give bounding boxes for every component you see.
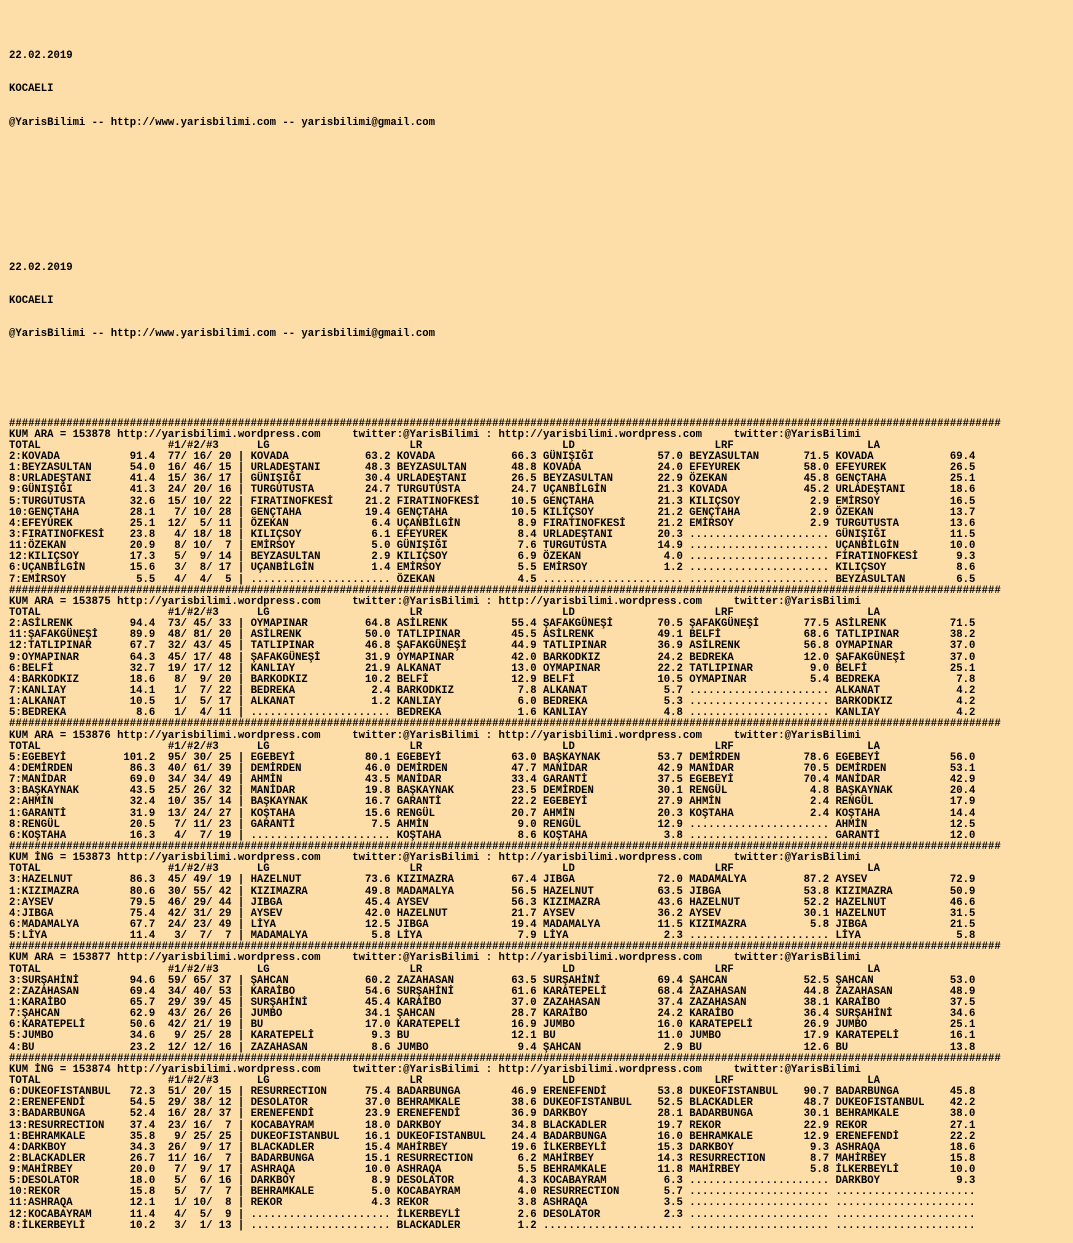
race-row: 2:ZAZAHASAN 69.4 34/ 40/ 53 | KARAİBO 54.6 SURŞAHİNİ 61.6 KARATEPELİ 68.4 ZAZAHASAN 44.8 ZAZAHASAN 48.9 — [9, 985, 976, 998]
race-row: 11:ŞAFAKGÜNEŞİ 89.9 48/ 81/ 20 | ASİLRENK 50.0 TATLIPINAR 45.5 ASİLRENK 49.1 BELFİ 68.6 TATLIPINAR 38.2 — [9, 629, 976, 642]
header-block-1 — [9, 28, 1001, 151]
separator-line: ############################################################################################################################################################ — [9, 718, 1001, 731]
race-row: 4:EFEYUREK 25.1 12/ 5/ 11 | ÖZEKAN 6.4 UÇANBİLGİN 8.9 FIRATINOFKESİ 21.2 EMİRSOY 2.9 TURGUTUSTA 13.6 — [9, 517, 976, 530]
race-row: 6:MADAMALYA 67.7 24/ 23/ 49 | LİYA 12.5 JIBGA 19.4 MADAMALYA 11.5 KIZIMAZRA 5.8 JIBGA 21.5 — [9, 918, 976, 931]
race-row: 3:SURŞAHİNİ 94.6 59/ 65/ 37 | ŞAHCAN 60.2 ZAZAHASAN 63.5 SURŞAHİNİ 69.4 ŞAHCAN 52.5 ŞAHCAN 53.0 — [9, 974, 976, 987]
column-header: TOTAL #1/#2/#3 LG LR LD LRF LA — [9, 740, 880, 753]
race-row: 6:KOŞTAHA 16.3 4/ 7/ 19 | ...................... KOŞTAHA 8.6 KOŞTAHA 3.8 ...................... GARANTİ 12.0 — [9, 829, 976, 842]
race-header: KUM İNG = 153873 http://yarisbilimi.wordpress.com twitter:@YarisBilimi : http://yarisbilimi.wordpress.com twitter:@YarisBilimi — [9, 852, 861, 865]
race-row: 12:KOCABAYRAM 11.4 4/ 5/ 9 | ...................... İLKERBEYLİ 2.6 DESOLATOR 2.3 ...................... ...................... — [9, 1208, 976, 1221]
race-header: KUM ARA = 153875 http://yarisbilimi.wordpress.com twitter:@YarisBilimi : http://yarisbilimi.wordpress.com twitter:@YarisBilimi — [9, 595, 861, 608]
race-row: 9:GÜNIŞIĞI 41.3 24/ 20/ 16 | TURGUTUSTA 24.7 TURGUTUSTA 24.7 UÇANBİLGİN 21.3 KOVADA 45.2 URLADEŞTANI 18.6 — [9, 484, 976, 497]
race-row: 10:REKOR 15.8 5/ 7/ 7 | BEHRAMKALE 5.0 KOCABAYRAM 4.0 RESURRECTION 5.7 ...................... ...................... — [9, 1186, 976, 1199]
race-tables — [9, 419, 1001, 1232]
race-row: 8:URLADEŞTANI 41.4 15/ 36/ 17 | GÜNIŞIĞI 30.4 URLADEŞTANI 26.5 BEYZASULTAN 22.9 ÖZEKAN 45.8 GENÇTAHA 25.1 — [9, 473, 976, 486]
race-row: 12:KILIÇSOY 17.3 5/ 9/ 14 | BEYZASULTAN 2.9 KILIÇSOY 6.9 ÖZEKAN 4.0 ...................... FIRATINOFKESİ 9.3 — [9, 551, 976, 564]
race-row: 4:DARKBOY 34.3 26/ 9/ 17 | BLACKADLER 15.4 MAHİRBEY 19.6 İLKERBEYLİ 15.3 DARKBOY 9.3 ASHRAQA 18.6 — [9, 1141, 976, 1154]
report-city: KOCAELI — [9, 83, 54, 96]
race-row: 13:RESURRECTION 37.4 23/ 16/ 7 | KOCABAYRAM 18.0 DARKBOY 34.8 BLACKADLER 19.7 REKOR 22.9 REKOR 27.1 — [9, 1119, 976, 1132]
race-row: 6:DUKEOFISTANBUL 72.3 51/ 20/ 15 | RESURRECTION 75.4 BADARBUNGA 46.9 ERENEFENDİ 53.8 DUKEOFISTANBUL 90.7 BADARBUNGA 45.8 — [9, 1086, 976, 1099]
race-row: 7:EMİRSOY 5.5 4/ 4/ 5 | ...................... ÖZEKAN 4.5 ...................... ...................... BEYZASULTAN 6.5 — [9, 573, 976, 586]
race-row: 1:ALKANAT 10.5 1/ 5/ 17 | ALKANAT 1.2 KANLIAY 6.0 BEDREKA 5.3 ...................... BARKODKIZ 4.2 — [9, 696, 976, 709]
race-row: 5:BEDREKA 8.6 1/ 4/ 11 | ...................... BEDREKA 1.6 KANLIAY 4.8 ...................... KANLIAY 4.2 — [9, 707, 976, 720]
report-date: 22.02.2019 — [9, 49, 73, 62]
race-header: KUM ARA = 153878 http://yarisbilimi.wordpress.com twitter:@YarisBilimi : http://yarisbilimi.wordpress.com twitter:@YarisBilimi — [9, 428, 861, 441]
race-row: 1:BEYZASULTAN 54.0 16/ 46/ 15 | URLADEŞTANI 48.3 BEYZASULTAN 48.8 KOVADA 24.0 EFEYUREK 58.0 EFEYUREK 26.5 — [9, 462, 976, 475]
race-header: KUM İNG = 153874 http://yarisbilimi.wordpress.com twitter:@YarisBilimi : http://yarisbilimi.wordpress.com twitter:@YarisBilimi — [9, 1063, 861, 1076]
race-row: 9:MAHİRBEY 20.0 7/ 9/ 17 | ASHRAQA 10.0 ASHRAQA 5.5 BEHRAMKALE 11.8 MAHİRBEY 5.8 İLKERBEYLİ 10.0 — [9, 1164, 976, 1177]
column-header: TOTAL #1/#2/#3 LG LR LD LRF LA — [9, 963, 880, 976]
header-block-2 — [9, 240, 1001, 363]
report-contact: @YarisBilimi -- http://www.yarisbilimi.com -- yarisbilimi@gmail.com — [9, 328, 435, 341]
race-table — [9, 586, 1001, 720]
race-row: 5:EGEBEYİ 101.2 95/ 30/ 25 | EGEBEYİ 80.1 EGEBEYİ 63.0 BAŞKAYNAK 53.7 DEMİRDEN 78.6 EGEBEYİ 56.0 — [9, 751, 976, 764]
race-row: 1:KARAİBO 65.7 29/ 39/ 45 | SURŞAHİNİ 45.4 KARAİBO 37.0 ZAZAHASAN 37.4 ZAZAHASAN 38.1 KARAİBO 37.5 — [9, 996, 976, 1009]
separator-line: ############################################################################################################################################################ — [9, 417, 1001, 430]
race-row: 5:DESOLATOR 18.0 5/ 6/ 16 | DARKBOY 8.9 DESOLATOR 4.3 KOCABAYRAM 6.3 ...................... DARKBOY 9.3 — [9, 1175, 976, 1188]
race-table — [9, 719, 1001, 842]
race-row: 2:ASİLRENK 94.4 73/ 45/ 33 | OYMAPINAR 64.8 ASİLRENK 55.4 ŞAFAKGÜNEŞİ 70.5 ŞAFAKGÜNEŞİ 77.5 ASİLRENK 71.5 — [9, 618, 976, 631]
race-table — [9, 842, 1001, 942]
race-row: 7:MANİDAR 69.0 34/ 34/ 49 | AHMİN 43.5 MANİDAR 33.4 GARANTİ 37.5 EGEBEYİ 70.4 MANİDAR 42.9 — [9, 774, 976, 787]
race-row: 4:JIBGA 75.4 42/ 31/ 29 | AYSEV 42.0 HAZELNUT 21.7 AYSEV 36.2 AYSEV 30.1 HAZELNUT 31.5 — [9, 907, 976, 920]
report-date: 22.02.2019 — [9, 261, 73, 274]
race-table — [9, 1054, 1001, 1232]
race-row: 5:LİYA 11.4 3/ 7/ 7 | MADAMALYA 5.8 LİYA 7.9 LİYA 2.3 ...................... LİYA 5.8 — [9, 930, 976, 943]
race-header: KUM ARA = 153877 http://yarisbilimi.wordpress.com twitter:@YarisBilimi : http://yarisbilimi.wordpress.com twitter:@YarisBilimi — [9, 952, 861, 965]
race-row: 10:GENÇTAHA 28.1 7/ 10/ 28 | GENÇTAHA 19.4 GENÇTAHA 10.5 KILIÇSOY 21.2 GENÇTAHA 2.9 ÖZEKAN 13.7 — [9, 506, 976, 519]
race-row: 8:RENGÜL 20.5 7/ 11/ 23 | GARANTİ 7.5 AHMİN 9.0 RENGÜL 12.9 ...................... AHMİN 12.5 — [9, 818, 976, 831]
race-row: 3:HAZELNUT 86.3 45/ 49/ 19 | HAZELNUT 73.6 KIZIMAZRA 67.4 JIBGA 72.0 MADAMALYA 87.2 AYSEV 72.9 — [9, 874, 976, 887]
race-row: 12:TATLIPINAR 67.7 32/ 43/ 45 | TATLIPINAR 46.8 ŞAFAKGÜNEŞİ 44.9 TATLIPINAR 36.9 ASİLRENK 56.8 OYMAPINAR 37.0 — [9, 640, 976, 653]
race-row: 6:UÇANBİLGİN 15.6 3/ 8/ 17 | UÇANBİLGİN 1.4 EMİRSOY 5.5 EMİRSOY 1.2 ...................... KILIÇSOY 8.6 — [9, 562, 976, 575]
race-row: 7:ŞAHCAN 62.9 43/ 26/ 26 | JUMBO 34.1 ŞAHCAN 28.7 KARAİBO 24.2 KARAİBO 36.4 SURŞAHİNİ 34.6 — [9, 1008, 976, 1021]
column-header: TOTAL #1/#2/#3 LG LR LD LRF LA — [9, 863, 880, 876]
column-header: TOTAL #1/#2/#3 LG LR LD LRF LA — [9, 607, 880, 620]
race-row: 2:AYSEV 79.5 46/ 29/ 44 | JIBGA 45.4 AYSEV 56.3 KIZIMAZRA 43.6 HAZELNUT 52.2 HAZELNUT 46.6 — [9, 896, 976, 909]
separator-line: ############################################################################################################################################################ — [9, 941, 1001, 954]
race-row: 3:BADARBUNGA 52.4 16/ 28/ 37 | ERENEFENDİ 23.9 ERENEFENDİ 36.9 DARKBOY 28.1 BADARBUNGA 30.1 BEHRAMKALE 38.0 — [9, 1108, 976, 1121]
separator-line: ############################################################################################################################################################ — [9, 1052, 1001, 1065]
race-row: 1:BEHRAMKALE 35.8 9/ 25/ 25 | DUKEOFISTANBUL 16.1 DUKEOFISTANBUL 24.4 BADARBUNGA 16.0 BEHRAMKALE 12.9 ERENEFENDİ 22.2 — [9, 1130, 976, 1143]
column-header: TOTAL #1/#2/#3 LG LR LD LRF LA — [9, 439, 880, 452]
separator-line: ############################################################################################################################################################ — [9, 584, 1001, 597]
report-city: KOCAELI — [9, 294, 54, 307]
race-report — [9, 6, 1001, 1243]
race-header: KUM ARA = 153876 http://yarisbilimi.wordpress.com twitter:@YarisBilimi : http://yarisbilimi.wordpress.com twitter:@YarisBilimi — [9, 729, 861, 742]
column-header: TOTAL #1/#2/#3 LG LR LD LRF LA — [9, 1074, 880, 1087]
race-row: 6:BELFİ 32.7 19/ 17/ 12 | KANLIAY 21.9 ALKANAT 13.0 OYMAPINAR 22.2 TATLIPINAR 9.0 BELFİ 25.1 — [9, 662, 976, 675]
separator-line: ############################################################################################################################################################ — [9, 840, 1001, 853]
race-row: 1:GARANTİ 31.9 13/ 24/ 27 | KOŞTAHA 15.6 RENGÜL 20.7 AHMİN 20.3 KOŞTAHA 2.4 KOŞTAHA 14.4 — [9, 807, 976, 820]
race-row: 8:İLKERBEYLİ 10.2 3/ 1/ 13 | ...................... BLACKADLER 1.2 ...................... ...................... ...................... — [9, 1219, 976, 1232]
race-row: 3:FIRATINOFKESİ 23.8 4/ 18/ 18 | KILIÇSOY 6.1 EFEYUREK 8.4 URLADEŞTANI 20.3 ...................... GÜNIŞIĞI 11.5 — [9, 529, 976, 542]
race-row: 2:BLACKADLER 26.7 11/ 16/ 7 | BADARBUNGA 15.1 RESURRECTION 6.2 MAHİRBEY 14.3 RESURRECTION 8.7 MAHİRBEY 15.8 — [9, 1152, 976, 1165]
race-row: 4:BARKODKIZ 18.6 8/ 9/ 20 | BARKODKIZ 10.2 BELFİ 12.9 BELFİ 10.5 OYMAPINAR 5.4 BEDREKA 7.8 — [9, 673, 976, 686]
race-table — [9, 942, 1001, 1053]
race-row: 4:BU 23.2 12/ 12/ 16 | ZAZAHASAN 8.6 JUMBO 9.4 ŞAHCAN 2.9 BU 12.6 BU 13.8 — [9, 1041, 976, 1054]
race-row: 1:KIZIMAZRA 80.6 30/ 55/ 42 | KIZIMAZRA 49.8 MADAMALYA 56.5 HAZELNUT 63.5 JIBGA 53.8 KIZIMAZRA 50.9 — [9, 885, 976, 898]
race-row: 5:JUMBO 34.6 9/ 25/ 28 | KARATEPELİ 9.3 BU 12.1 BU 11.0 JUMBO 17.9 KARATEPELİ 16.1 — [9, 1030, 976, 1043]
race-row: 2:ERENEFENDİ 54.5 29/ 38/ 12 | DESOLATOR 37.0 BEHRAMKALE 38.6 DUKEOFISTANBUL 52.5 BLACKADLER 48.7 DUKEOFISTANBUL 42.2 — [9, 1097, 976, 1110]
race-row: 9:OYMAPINAR 64.3 45/ 17/ 48 | ŞAFAKGÜNEŞİ 31.9 OYMAPINAR 42.0 BARKODKIZ 24.2 BEDREKA 12.0 ŞAFAKGÜNEŞİ 37.0 — [9, 651, 976, 664]
race-table — [9, 419, 1001, 586]
race-row: 6:KARATEPELİ 50.6 42/ 21/ 19 | BU 17.0 KARATEPELİ 16.9 JUMBO 16.0 KARATEPELİ 26.9 JUMBO 25.1 — [9, 1019, 976, 1032]
race-row: 11:ÖZEKAN 20.9 8/ 10/ 7 | EMİRSOY 5.0 GÜNIŞIĞI 7.6 TURGUTUSTA 14.9 ...................... UÇANBİLGİN 10.0 — [9, 540, 976, 553]
race-row: 5:TURGUTUSTA 32.6 15/ 10/ 22 | FIRATINOFKESİ 21.2 FIRATINOFKESİ 10.5 GENÇTAHA 21.3 KILIÇSOY 2.9 EMİRSOY 16.5 — [9, 495, 976, 508]
race-row: 11:ASHRAQA 12.1 1/ 10/ 8 | REKOR 4.3 REKOR 3.8 ASHRAQA 3.5 ...................... ...................... — [9, 1197, 976, 1210]
race-row: 2:KOVADA 91.4 77/ 16/ 20 | KOVADA 63.2 KOVADA 66.3 GÜNIŞIĞI 57.0 BEYZASULTAN 71.5 KOVADA 69.4 — [9, 451, 976, 464]
race-row: 4:DEMİRDEN 86.3 40/ 61/ 39 | DEMİRDEN 46.0 DEMİRDEN 47.7 MANİDAR 42.9 MANİDAR 70.5 DEMİRDEN 53.1 — [9, 763, 976, 775]
report-contact: @YarisBilimi -- http://www.yarisbilimi.com -- yarisbilimi@gmail.com — [9, 116, 435, 129]
race-row: 3:BAŞKAYNAK 43.5 25/ 26/ 32 | MANİDAR 19.8 BAŞKAYNAK 23.5 DEMİRDEN 30.1 RENGÜL 4.8 BAŞKAYNAK 20.4 — [9, 785, 976, 798]
race-row: 2:AHMİN 32.4 10/ 35/ 14 | BAŞKAYNAK 16.7 GARANTİ 22.2 EGEBEYİ 27.9 AHMİN 2.4 RENGÜL 17.9 — [9, 796, 976, 809]
race-row: 7:KANLIAY 14.1 1/ 7/ 22 | BEDREKA 2.4 BARKODKIZ 7.8 ALKANAT 5.7 ...................... ALKANAT 4.2 — [9, 685, 976, 698]
